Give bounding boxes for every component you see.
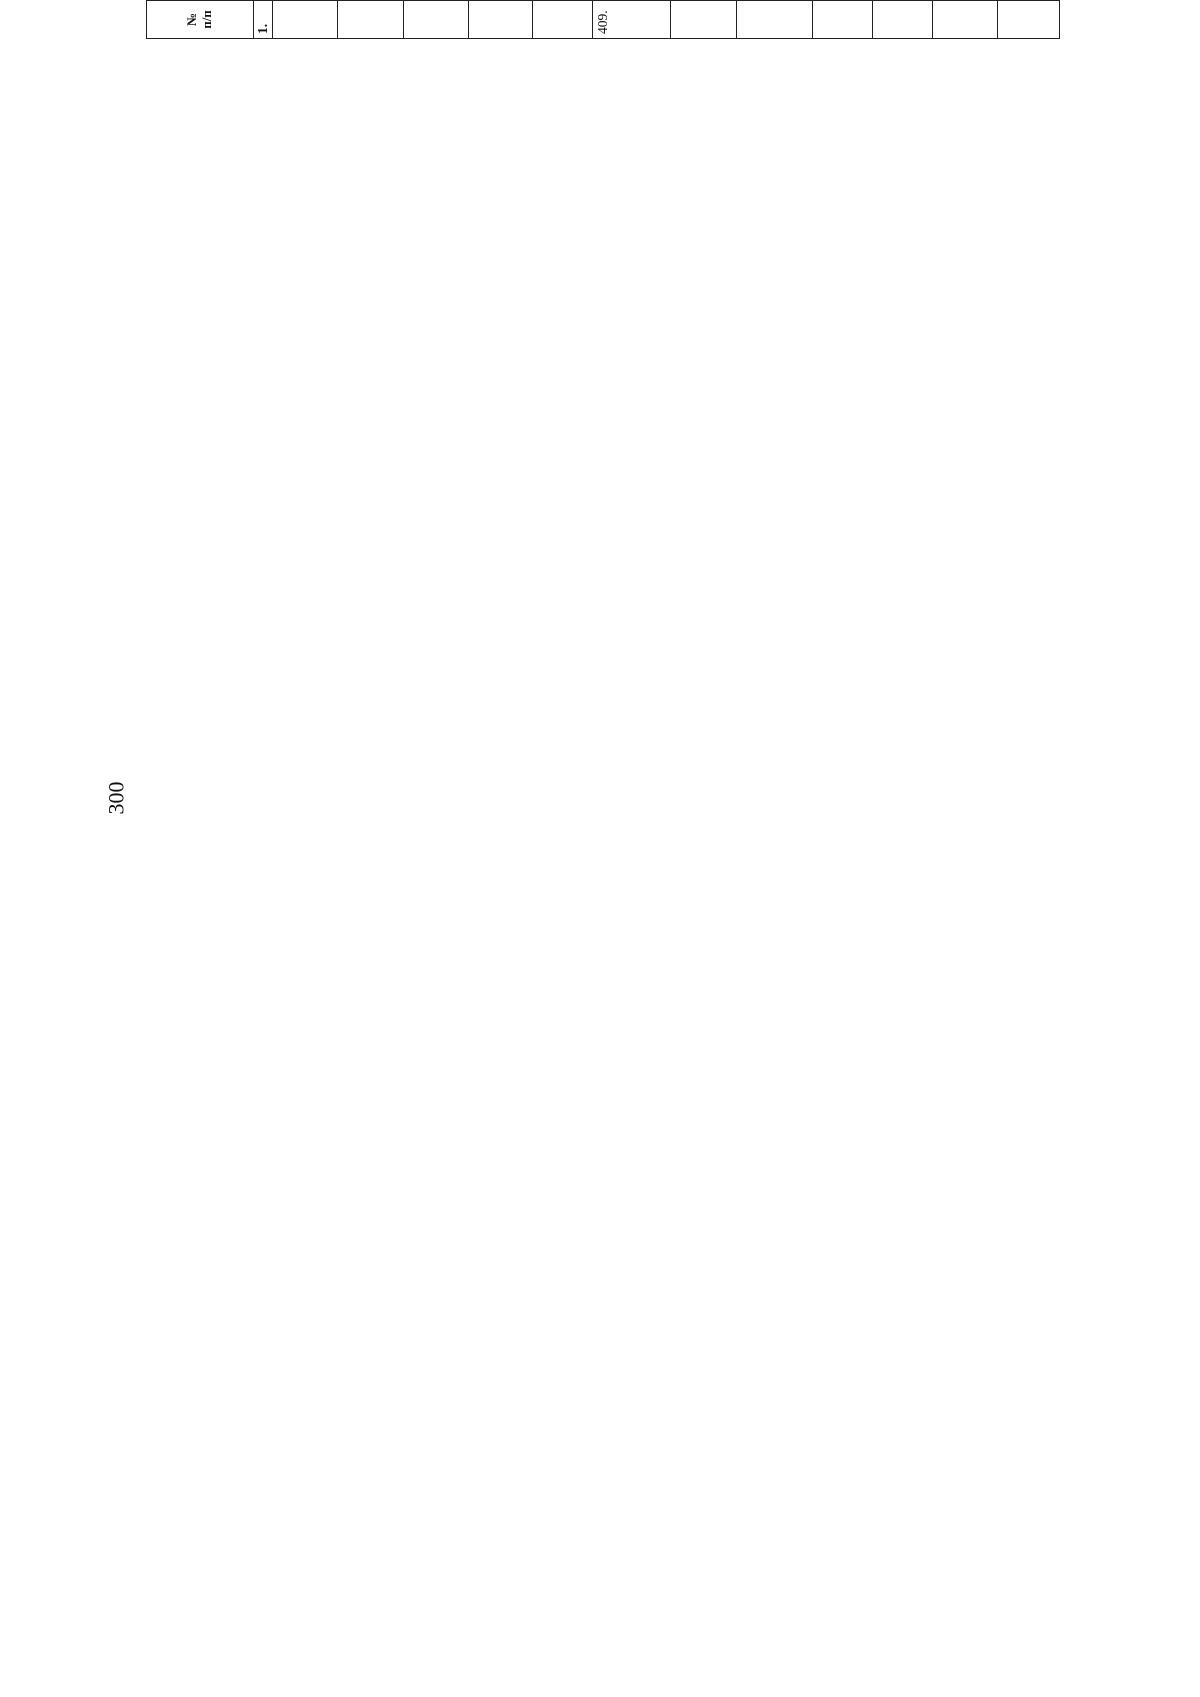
row-number — [338, 1, 403, 39]
response-forces-table — [146, 0, 1060, 39]
row-number — [998, 1, 1060, 39]
row-number — [812, 1, 872, 39]
row-number — [932, 1, 997, 39]
row-number — [403, 1, 468, 39]
table-row — [533, 0, 593, 39]
column-number: 1. — [253, 1, 272, 39]
row-number — [736, 1, 812, 39]
table-row — [998, 0, 1060, 39]
table-row — [469, 0, 533, 39]
header-num: № п/п — [147, 1, 254, 39]
settlement-name — [533, 0, 593, 1]
table-row — [338, 0, 403, 39]
settlement-name — [272, 0, 337, 1]
settlement-name — [932, 0, 997, 1]
row-number — [671, 1, 736, 39]
settlement-name — [812, 0, 872, 1]
table-row — [671, 0, 736, 39]
table-row — [593, 0, 671, 39]
row-number — [872, 1, 932, 39]
header-settlement — [147, 0, 254, 1]
page-number: 300 — [103, 781, 129, 815]
settlement-name — [593, 0, 671, 1]
settlement-name — [469, 0, 533, 1]
settlement-name — [403, 0, 468, 1]
table-row — [932, 0, 997, 39]
column-number — [253, 0, 272, 1]
row-number — [272, 1, 337, 39]
table-row — [872, 0, 932, 39]
settlement-name — [736, 0, 812, 1]
table-row — [272, 0, 337, 39]
settlement-name — [998, 0, 1060, 1]
settlement-name — [872, 0, 932, 1]
row-number: 409. — [593, 1, 671, 39]
column-number-row — [253, 0, 272, 39]
settlement-name — [338, 0, 403, 1]
table-row — [403, 0, 468, 39]
settlement-name — [671, 0, 736, 1]
rotated-page-content — [146, 0, 1147, 39]
table-row — [812, 0, 872, 39]
table-row — [736, 0, 812, 39]
row-number — [533, 1, 593, 39]
row-number — [469, 1, 533, 39]
